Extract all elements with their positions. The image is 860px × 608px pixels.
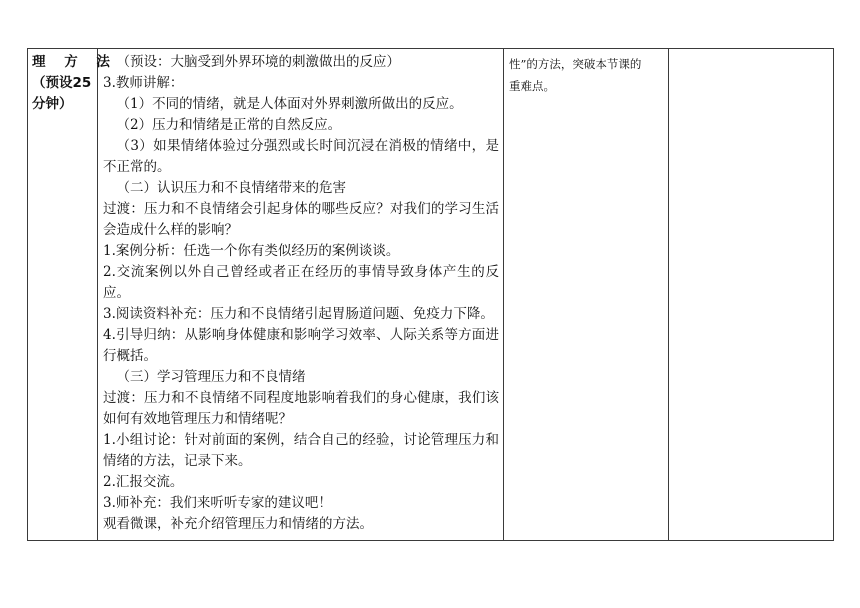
note-line: 性”的方法，突破本节课的 — [509, 57, 642, 71]
content-paragraph: 4.引导归纳：从影响身体健康和影响学习效率、人际关系等方面进行概括。 — [103, 327, 499, 364]
content-paragraph: 1.案例分析：任选一个你有类似经历的案例谈谈。 — [103, 243, 400, 259]
section-label-line: 理 方 法 — [32, 54, 117, 70]
content-paragraph: 过渡：压力和不良情绪不同程度地影响着我们的身心健康，我们该如何有效地管理压力和情绪呢？ — [103, 390, 499, 427]
note-line: 重难点。 — [509, 79, 555, 93]
content-paragraph: 2.交流案例以外自己曾经或者正在经历的事情导致身体产生的反应。 — [103, 264, 499, 301]
content-paragraph: 3.师补充：我们来听听专家的建议吧！ — [103, 495, 332, 511]
section-label-line: （预设25 — [32, 75, 92, 91]
content-paragraph: 3.阅读资料补充：压力和不良情绪引起胃肠道问题、免疫力下降。 — [103, 306, 494, 322]
section-label-cell — [28, 49, 117, 541]
lesson-plan-table — [27, 48, 834, 541]
content-paragraph: （2）压力和情绪是正常的自然反应。 — [116, 117, 342, 133]
section-label-line: 分钟） — [32, 96, 73, 112]
content-paragraph: （1）不同的情绪，就是人体面对外界刺激所做出的反应。 — [116, 96, 463, 112]
design-intent-cell — [504, 49, 669, 541]
table-row — [28, 49, 834, 541]
content-paragraph: （3）如果情绪体验过分强烈或长时间沉浸在消极的情绪中，是不正常的。 — [103, 138, 499, 175]
content-paragraph: 观看微课，补充介绍管理压力和情绪的方法。 — [103, 516, 373, 532]
content-heading: （二）认识压力和不良情绪带来的危害 — [116, 180, 346, 196]
content-paragraph: 2.汇报交流。 — [103, 474, 184, 490]
content-heading: （三）学习管理压力和不良情绪 — [116, 369, 306, 385]
content-paragraph: 过渡：压力和不良情绪会引起身体的哪些反应？对我们的学习生活会造成什么样的影响？ — [103, 201, 499, 238]
content-paragraph: 1.小组讨论：针对前面的案例，结合自己的经验，讨论管理压力和情绪的方法，记录下来。 — [103, 432, 499, 469]
teaching-content-cell — [98, 49, 504, 541]
content-paragraph: （预设：大脑受到外界环境的刺激做出的反应） — [116, 54, 400, 70]
content-paragraph: 3.教师讲解： — [103, 75, 184, 91]
empty-cell — [669, 49, 834, 541]
